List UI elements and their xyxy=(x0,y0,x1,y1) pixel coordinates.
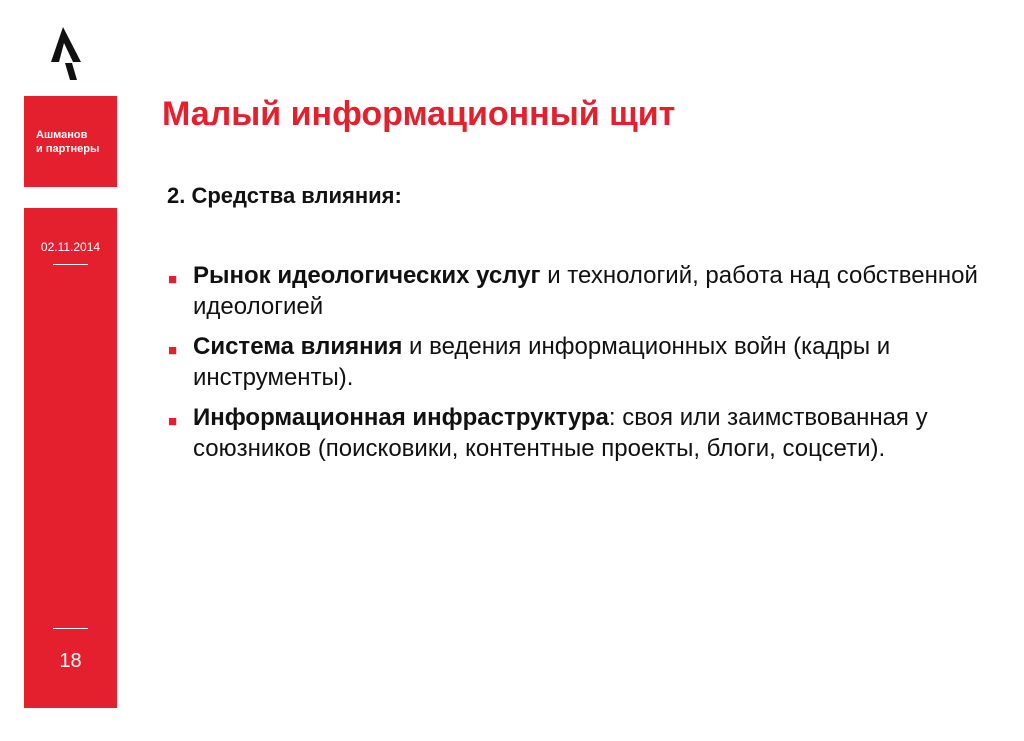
slide-subtitle: 2. Средства влияния: xyxy=(167,183,402,208)
brand-block xyxy=(24,96,117,187)
logo-mark-icon xyxy=(50,22,90,82)
bullet-square-icon: ■ xyxy=(168,342,178,359)
bullet-list xyxy=(167,260,997,473)
bullet-text: и ведения информационных войн (кадры и инструменты). xyxy=(193,333,891,391)
bullet-square-icon: ■ xyxy=(168,271,178,288)
sidebar-panel xyxy=(24,208,117,708)
bullet-bold-text: Система влияния xyxy=(193,333,403,360)
page-number: 18 xyxy=(59,650,82,672)
divider-bottom xyxy=(53,628,88,629)
slide-title: Малый информационный щит xyxy=(162,95,676,133)
bullet-bold-text: Рынок идеологических услуг xyxy=(193,262,541,289)
bullet-square-icon: ■ xyxy=(168,413,178,430)
slide-date: 02.11.2014 xyxy=(40,240,101,254)
company-logo xyxy=(50,22,90,82)
bullet-text: и технологий, работа над собственной идеологией xyxy=(193,262,978,320)
bullet-item xyxy=(167,331,997,393)
bullet-bold-text: Информационная инфраструктура xyxy=(193,404,609,431)
divider-top xyxy=(53,264,88,265)
brand-name-line2: и партнеры xyxy=(36,142,100,155)
bullet-text: : своя или заимствованная у союзников (поисковики, контентные проекты, блоги, соцсети). xyxy=(193,404,928,462)
bullet-item xyxy=(167,402,997,464)
bullet-item xyxy=(167,260,997,322)
brand-name-line1: Ашманов xyxy=(36,128,88,141)
